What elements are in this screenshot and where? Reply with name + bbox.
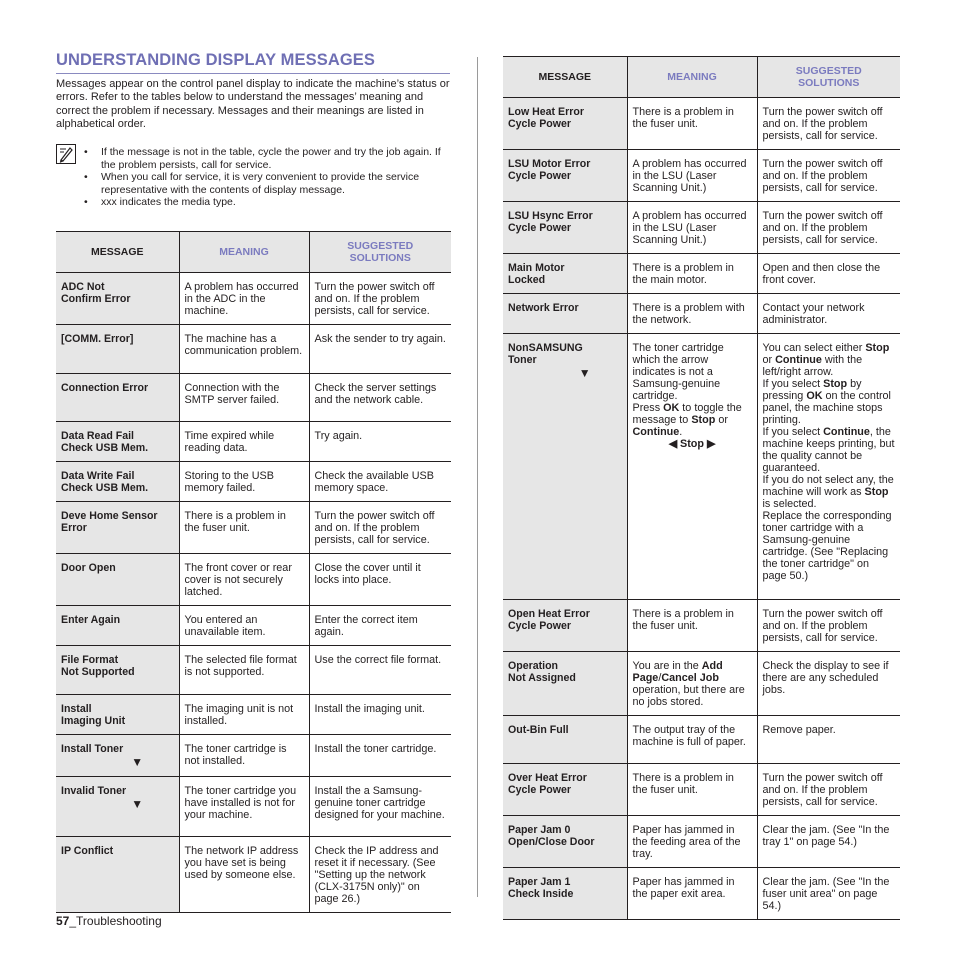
message-name: Cycle Power — [508, 118, 572, 130]
table-row — [56, 374, 451, 422]
solution-cell: Turn the power switch off and on. If the problem persists, call for service. — [309, 502, 451, 554]
meaning-cell: The front cover or rear cover is not securely latched. — [179, 554, 309, 606]
message-cell — [56, 695, 179, 735]
message-name: Cycle Power — [508, 222, 572, 234]
message-cell — [56, 554, 179, 606]
table-row — [503, 294, 900, 334]
message-name: LSU Motor Error — [508, 158, 591, 170]
note-item: • When you call for service, it is very convenient to provide the service representative with the contents of display message. — [84, 171, 444, 196]
meaning-cell: Paper has jammed in the paper exit area. — [627, 868, 757, 920]
arrow-left-icon: ◀ — [668, 438, 677, 450]
message-cell — [503, 334, 627, 600]
message-name: Connection Error — [61, 382, 149, 394]
message-cell — [56, 422, 179, 462]
meaning-text: The toner cartridge which the arrow indicates is not a Samsung-genuine cartridge. — [632, 342, 724, 402]
solution-cell: Turn the power switch off and on. If the problem persists, call for service. — [757, 202, 900, 254]
page-number: 57 — [56, 914, 70, 928]
message-name: Paper Jam 1 — [508, 876, 571, 888]
intro-paragraph: Messages appear on the control panel display to indicate the machine’s status or errors. Refer to the tables below to understand the messages’ meaning and correct the problem if necessary. Messages and their meanings are listed in alphabetical order. — [56, 78, 450, 131]
message-cell — [56, 374, 179, 422]
message-name: Error — [61, 522, 87, 534]
solution-cell: Install the toner cartridge. — [309, 735, 451, 777]
message-name: Paper Jam 0 — [508, 824, 571, 836]
message-name: Open Heat Error — [508, 608, 590, 620]
message-name: Check USB Mem. — [61, 442, 149, 454]
table-row — [503, 716, 900, 764]
message-name: NonSAMSUNG — [508, 342, 583, 354]
message-cell — [503, 600, 627, 652]
message-cell — [56, 735, 179, 777]
table-row — [56, 695, 451, 735]
solution-cell: Turn the power switch off and on. If the problem persists, call for service. — [757, 98, 900, 150]
meaning-cell: The machine has a communication problem. — [179, 325, 309, 374]
meaning-cell: Paper has jammed in the feeding area of the tray. — [627, 816, 757, 868]
toggle-indicator: ◀ Stop ▶ — [668, 438, 716, 450]
solution-text: Replace the corresponding toner cartridge with a Samsung-genuine cartridge. (See "Replacing the toner cartridge" on page 50.) — [762, 510, 892, 582]
table-row — [503, 764, 900, 816]
meaning-text: Press OK to toggle the message to Stop or Continue. — [632, 402, 742, 438]
solution-cell: Turn the power switch off and on. If the problem persists, call for service. — [757, 150, 900, 202]
table-row — [56, 273, 451, 325]
message-cell — [503, 150, 627, 202]
meaning-cell: The selected file format is not supported. — [179, 646, 309, 695]
message-cell — [503, 202, 627, 254]
solution-cell: Clear the jam. (See "In the tray 1" on page 54.) — [757, 816, 900, 868]
meaning-cell: The network IP address you have set is being used by someone else. — [179, 837, 309, 913]
meaning-cell: Time expired while reading data. — [179, 422, 309, 462]
table-row — [56, 837, 451, 913]
solution-text: If you select Stop by pressing OK on the control panel, the machine stops printing. — [762, 378, 891, 426]
message-name: ADC Not — [61, 281, 105, 293]
message-cell — [503, 254, 627, 294]
message-name: Check USB Mem. — [61, 482, 149, 494]
message-name: Data Write Fail — [61, 470, 135, 482]
table-row — [56, 735, 451, 777]
message-cell — [503, 716, 627, 764]
message-cell — [56, 325, 179, 374]
solution-cell: Install the a Samsung-genuine toner cartridge designed for your machine. — [309, 777, 451, 837]
table-row — [503, 254, 900, 294]
arrow-down-icon: ▼ — [131, 755, 144, 769]
table-row — [503, 816, 900, 868]
header-suggested-solutions: SUGGESTED SOLUTIONS — [309, 232, 451, 273]
table-header-row — [503, 57, 900, 98]
solution-cell: Turn the power switch off and on. If the problem persists, call for service. — [757, 600, 900, 652]
message-cell — [503, 764, 627, 816]
solution-cell — [757, 334, 900, 600]
message-cell — [503, 868, 627, 920]
meaning-cell: A problem has occurred in the ADC in the machine. — [179, 273, 309, 325]
solution-cell: Remove paper. — [757, 716, 900, 764]
message-cell — [56, 646, 179, 695]
meaning-text: You are in the Add Page/Cancel Job operation, but there are no jobs stored. — [632, 660, 745, 708]
table-row — [56, 422, 451, 462]
message-cell — [56, 462, 179, 502]
message-name: Install Toner — [61, 743, 124, 755]
message-name: Invalid Toner — [61, 785, 127, 797]
meaning-cell — [627, 334, 757, 600]
message-name: LSU Hsync Error — [508, 210, 593, 222]
message-name: File Format — [61, 654, 119, 666]
table-row — [56, 777, 451, 837]
messages-table-left — [56, 231, 451, 913]
solution-cell: Turn the power switch off and on. If the problem persists, call for service. — [309, 273, 451, 325]
message-cell — [503, 294, 627, 334]
page-footer — [56, 914, 162, 928]
message-cell — [503, 98, 627, 150]
header-suggested-solutions: SUGGESTED SOLUTIONS — [757, 57, 900, 98]
solution-cell: Contact your network administrator. — [757, 294, 900, 334]
header-meaning: MEANING — [179, 232, 309, 273]
table-row — [503, 868, 900, 920]
meaning-cell: There is a problem in the fuser unit. — [627, 764, 757, 816]
solution-cell: Close the cover until it locks into place. — [309, 554, 451, 606]
note-item: • If the message is not in the table, cycle the power and try the job again. If the problem persists, call for service. — [84, 146, 444, 171]
header-message: MESSAGE — [56, 232, 179, 273]
table-header-row — [56, 232, 451, 273]
message-name: Door Open — [61, 562, 116, 574]
message-name: Imaging Unit — [61, 715, 126, 727]
solution-cell: Try again. — [309, 422, 451, 462]
message-name: Install — [61, 703, 92, 715]
meaning-cell: You entered an unavailable item. — [179, 606, 309, 646]
solution-cell: Use the correct file format. — [309, 646, 451, 695]
meaning-cell: The toner cartridge you have installed is not for your machine. — [179, 777, 309, 837]
solution-cell: Install the imaging unit. — [309, 695, 451, 735]
table-row — [503, 600, 900, 652]
message-name: Deve Home Sensor — [61, 510, 158, 522]
solution-cell: Check the server settings and the network cable. — [309, 374, 451, 422]
solution-text: If you do not select any, the machine will work as Stop is selected. — [762, 474, 894, 510]
solution-cell: Open and then close the front cover. — [757, 254, 900, 294]
meaning-cell: There is a problem in the fuser unit. — [627, 98, 757, 150]
meaning-cell — [627, 652, 757, 716]
message-name: [COMM. Error] — [61, 333, 134, 345]
note-list — [84, 146, 444, 209]
message-name: Confirm Error — [61, 293, 131, 305]
table-row — [56, 606, 451, 646]
table-row — [56, 646, 451, 695]
meaning-cell: The imaging unit is not installed. — [179, 695, 309, 735]
note-pencil-icon — [56, 144, 76, 164]
messages-table-right — [503, 56, 900, 920]
table-row — [503, 652, 900, 716]
message-name: Operation — [508, 660, 559, 672]
message-cell — [56, 777, 179, 837]
meaning-cell: There is a problem in the main motor. — [627, 254, 757, 294]
solution-text: If you select Continue, the machine keeps printing, but the quality cannot be guaranteed. — [762, 426, 895, 474]
meaning-cell: There is a problem in the fuser unit. — [179, 502, 309, 554]
arrow-right-icon: ▶ — [707, 438, 716, 450]
message-name: Not Assigned — [508, 672, 576, 684]
meaning-cell: There is a problem in the fuser unit. — [627, 600, 757, 652]
message-name: Cycle Power — [508, 170, 572, 182]
meaning-cell: The output tray of the machine is full of paper. — [627, 716, 757, 764]
footer-section: _Troubleshooting — [69, 914, 162, 928]
message-cell — [503, 652, 627, 716]
message-name: Cycle Power — [508, 620, 572, 632]
meaning-cell: Connection with the SMTP server failed. — [179, 374, 309, 422]
message-name: Network Error — [508, 302, 579, 314]
solution-cell: Clear the jam. (See "In the fuser unit area" on page 54.) — [757, 868, 900, 920]
column-divider — [477, 57, 478, 897]
message-name: Cycle Power — [508, 784, 572, 796]
message-cell — [503, 816, 627, 868]
note-item: • xxx indicates the media type. — [84, 196, 444, 209]
message-name: Low Heat Error — [508, 106, 584, 118]
message-name: Not Supported — [61, 666, 135, 678]
solution-cell: Check the IP address and reset it if necessary. (See "Setting up the network (CLX-3175N only)" on page 26.) — [309, 837, 451, 913]
table-row — [56, 554, 451, 606]
message-name: Main Motor — [508, 262, 565, 274]
arrow-down-icon: ▼ — [578, 366, 591, 380]
meaning-cell: Storing to the USB memory failed. — [179, 462, 309, 502]
message-name: Locked — [508, 274, 546, 286]
message-name: Toner — [508, 354, 537, 366]
header-meaning: MEANING — [627, 57, 757, 98]
message-name: Check Inside — [508, 888, 574, 900]
table-row — [503, 202, 900, 254]
table-row — [503, 150, 900, 202]
message-cell — [56, 273, 179, 325]
meaning-cell: A problem has occurred in the LSU (Laser Scanning Unit.) — [627, 150, 757, 202]
message-cell — [56, 502, 179, 554]
solution-cell: Ask the sender to try again. — [309, 325, 451, 374]
solution-cell: Check the available USB memory space. — [309, 462, 451, 502]
message-name: Over Heat Error — [508, 772, 587, 784]
table-row — [56, 325, 451, 374]
header-message: MESSAGE — [503, 57, 627, 98]
solution-cell: Enter the correct item again. — [309, 606, 451, 646]
message-name: Data Read Fail — [61, 430, 135, 442]
table-row — [56, 502, 451, 554]
arrow-down-icon: ▼ — [131, 797, 144, 811]
solution-cell: Check the display to see if there are any scheduled jobs. — [757, 652, 900, 716]
meaning-cell: There is a problem with the network. — [627, 294, 757, 334]
table-row — [503, 334, 900, 600]
message-cell — [56, 606, 179, 646]
table-row — [503, 98, 900, 150]
solution-text: You can select either Stop or Continue with the left/right arrow. — [762, 342, 890, 378]
message-name: IP Conflict — [61, 845, 114, 857]
page-title: UNDERSTANDING DISPLAY MESSAGES — [56, 51, 450, 74]
message-name: Out-Bin Full — [508, 724, 569, 736]
solution-cell: Turn the power switch off and on. If the problem persists, call for service. — [757, 764, 900, 816]
meaning-cell: A problem has occurred in the LSU (Laser Scanning Unit.) — [627, 202, 757, 254]
table-row — [56, 462, 451, 502]
meaning-cell: The toner cartridge is not installed. — [179, 735, 309, 777]
message-name: Open/Close Door — [508, 836, 595, 848]
message-name: Enter Again — [61, 614, 121, 626]
message-cell — [56, 837, 179, 913]
